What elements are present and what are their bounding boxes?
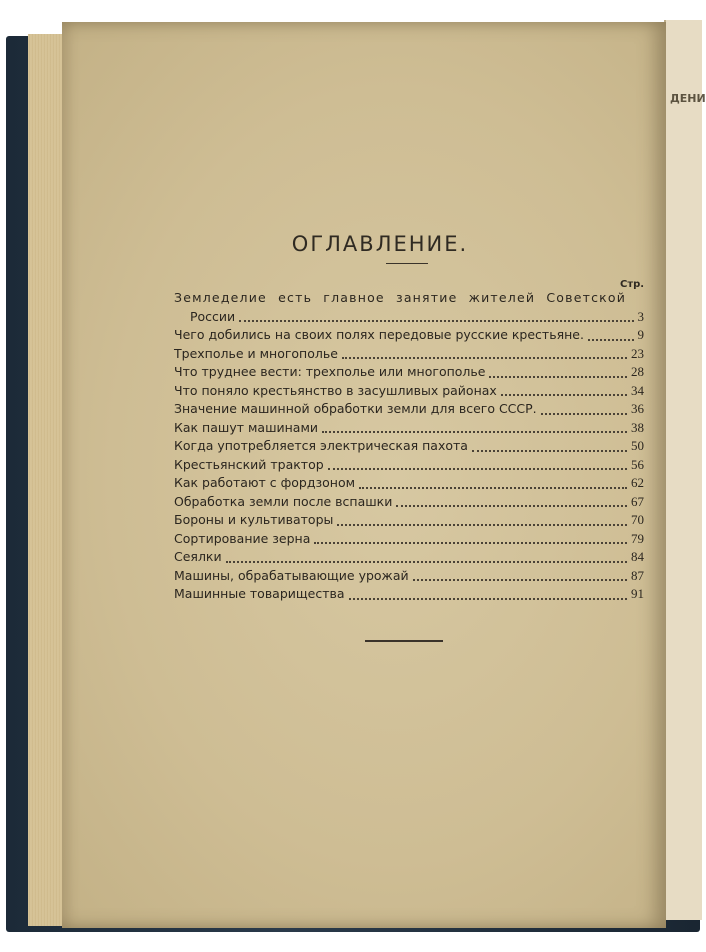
- toc-row: [174, 346, 644, 365]
- toc-row: [174, 568, 644, 587]
- toc-leader: [359, 486, 627, 489]
- table-of-contents: [174, 290, 644, 605]
- toc-title: Как пашут машинами: [174, 419, 319, 435]
- toc-page: 3: [637, 308, 644, 324]
- toc-row: [174, 438, 644, 457]
- toc-row: [174, 420, 644, 439]
- toc-page: 70: [631, 512, 644, 527]
- toc-leader: [472, 449, 627, 452]
- toc-row: [174, 327, 644, 346]
- toc-page: 84: [631, 549, 644, 564]
- toc-row: [174, 475, 644, 494]
- toc-row: [174, 401, 644, 420]
- toc-row: [174, 383, 644, 402]
- toc-leader: [226, 560, 627, 563]
- toc-leader: [337, 523, 627, 526]
- toc-title: Машины, обрабатывающие урожай: [174, 567, 409, 583]
- toc-leader: [501, 393, 627, 396]
- toc-page: 34: [631, 382, 644, 398]
- toc-title: Обработка земли после вспашки: [174, 493, 393, 509]
- toc-leader: [239, 319, 633, 322]
- toc-leader: [541, 412, 627, 415]
- toc-title: Бороны и культиваторы: [174, 512, 334, 527]
- toc-title: Что поняло крестьянство в засушливых районах: [174, 382, 497, 398]
- toc-leader: [396, 504, 627, 507]
- toc-leader: [489, 375, 627, 378]
- toc-title: Чего добились на своих полях передовые русские крестьяне.: [174, 327, 584, 342]
- toc-row: [174, 549, 644, 568]
- toc-page: 38: [631, 419, 644, 435]
- toc-page: 62: [631, 475, 644, 490]
- end-divider: [365, 640, 443, 642]
- toc-title: Значение машинной обработки земли для всего СССР.: [174, 401, 537, 416]
- toc-row: [174, 457, 644, 476]
- facing-page-text: ДЕНИ: [670, 92, 706, 105]
- toc-page: 87: [631, 567, 644, 583]
- toc-leader: [413, 578, 627, 581]
- toc-title: Земледелие есть главное занятие жителей Советской: [174, 290, 627, 305]
- toc-row: [174, 512, 644, 531]
- toc-row: [174, 494, 644, 513]
- toc-leader: [328, 467, 627, 470]
- page-column-label: Стр.: [620, 279, 645, 290]
- toc-leader: [349, 597, 627, 600]
- toc-page: 9: [637, 327, 644, 342]
- toc-row: [174, 309, 644, 328]
- toc-title: Сортирование зерна: [174, 530, 311, 546]
- toc-page: 91: [631, 586, 644, 601]
- facing-page: [664, 20, 706, 920]
- toc-row: [174, 364, 644, 383]
- toc-page: 36: [631, 401, 644, 416]
- toc-leader: [322, 430, 627, 433]
- page-title: ОГЛАВЛЕНИЕ.: [291, 232, 469, 256]
- toc-title: Трехполье и многополье: [174, 345, 338, 361]
- toc-page: 79: [631, 530, 644, 546]
- toc-page: 50: [631, 438, 644, 453]
- toc-row: [174, 586, 644, 605]
- toc-title: Крестьянский трактор: [174, 456, 324, 472]
- toc-title: Машинные товарищества: [174, 586, 345, 601]
- toc-page: 23: [631, 345, 644, 361]
- toc-title: России: [190, 308, 236, 324]
- title-divider: [386, 263, 428, 264]
- toc-title: Что труднее вести: трехполье или многополье: [174, 364, 486, 379]
- toc-title: Как работают с фордзоном: [174, 475, 356, 490]
- toc-leader: [588, 338, 634, 341]
- toc-title: Когда употребляется электрическая пахота: [174, 438, 468, 453]
- toc-title: Сеялки: [174, 549, 222, 564]
- toc-page: 28: [631, 364, 644, 379]
- toc-page: 67: [631, 493, 644, 509]
- toc-page: 56: [631, 456, 644, 472]
- toc-leader: [314, 541, 627, 544]
- toc-row: [174, 290, 644, 309]
- toc-leader: [342, 356, 627, 359]
- toc-row: [174, 531, 644, 550]
